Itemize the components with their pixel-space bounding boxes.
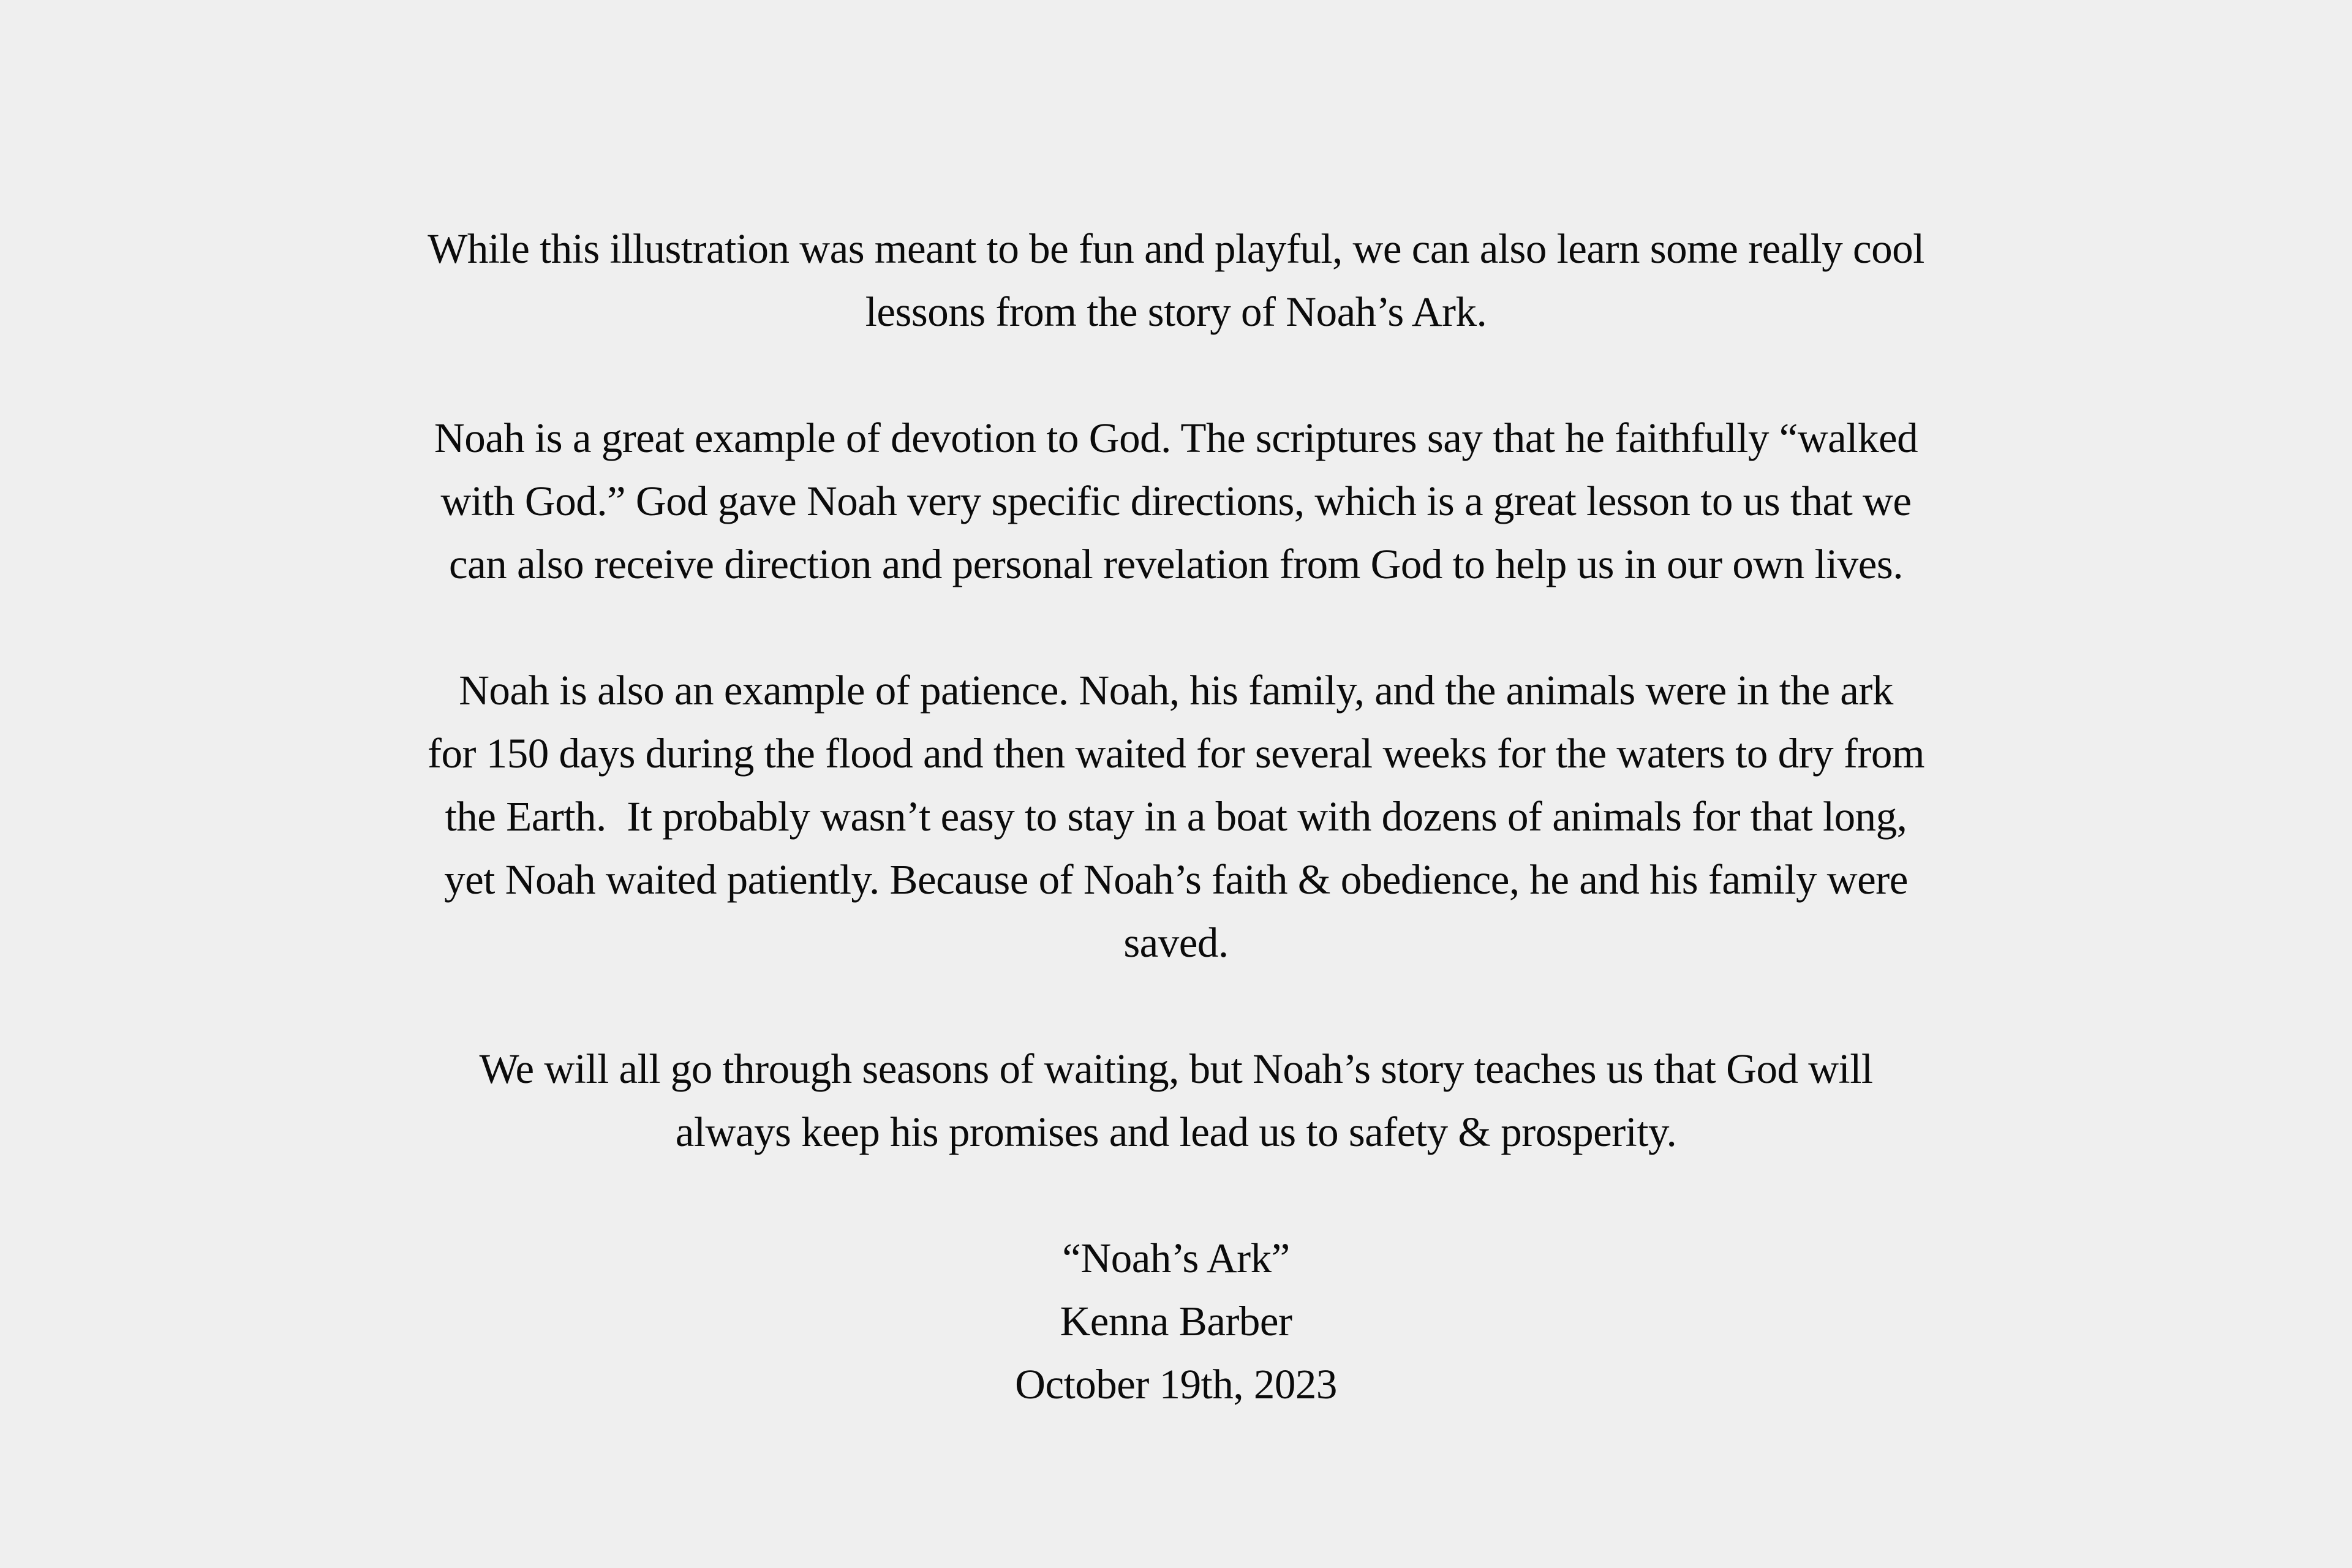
paragraph-line: Noah is a great example of devotion to God. The scriptures say that he faithfully “walked <box>434 415 1918 461</box>
paragraph-line: saved. <box>1123 919 1229 966</box>
paragraph-line: with God.” God gave Noah very specific directions, which is a great lesson to us that we <box>440 478 1912 524</box>
paragraph-line: can also receive direction and personal revelation from God to help us in our own lives. <box>448 541 1904 587</box>
paragraph-line: lessons from the story of Noah’s Ark. <box>865 288 1487 335</box>
paragraph <box>0 1038 2352 1164</box>
body-paragraphs <box>0 217 2352 1164</box>
paragraph-line: for 150 days during the flood and then waited for several weeks for the waters to dry from <box>428 730 1924 777</box>
date: October 19th, 2023 <box>1015 1361 1337 1408</box>
author-name: Kenna Barber <box>1060 1298 1292 1344</box>
paragraph-line: Noah is also an example of patience. Noah, his family, and the animals were in the ark <box>459 667 1893 714</box>
paragraph-line: While this illustration was meant to be fun and playful, we can also learn some really cool <box>428 225 1924 272</box>
signature-block <box>0 1227 2352 1416</box>
paragraph-line: yet Noah waited patiently. Because of Noah’s faith & obedience, he and his family were <box>444 856 1908 903</box>
paragraph-line: We will all go through seasons of waiting, but Noah’s story teaches us that God will <box>479 1046 1873 1092</box>
paragraph-line: the Earth. It probably wasn’t easy to stay in a boat with dozens of animals for that long, <box>445 793 1907 840</box>
paragraph <box>0 659 2352 974</box>
paragraph <box>0 217 2352 344</box>
artwork-title: “Noah’s Ark” <box>1062 1235 1290 1281</box>
paragraph-line: always keep his promises and lead us to safety & prosperity. <box>675 1109 1677 1155</box>
paragraph <box>0 407 2352 596</box>
